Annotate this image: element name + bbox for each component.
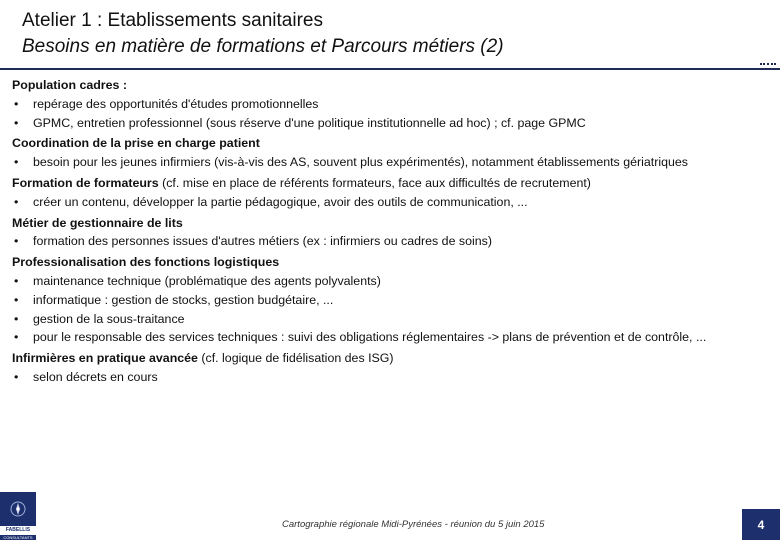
bullet-item: • créer un contenu, développer la partie pédagogique, avoir des outils de communication, ...: [12, 193, 764, 212]
bullet-item: • pour le responsable des services techniques : suivi des obligations réglementaires -> plans de prévention et de contrôle, ...: [12, 328, 764, 347]
bullet-item: • GPMC, entretien professionnel (sous réserve d'une politique institutionnelle ad hoc) ; cf. page GPMC: [12, 114, 764, 133]
section-heading-suffix: (cf. logique de fidélisation des ISG): [197, 351, 394, 366]
section-heading-suffix: (cf. mise en place de référents formateurs, face aux difficultés de recrutement): [158, 175, 591, 190]
bullet-item: • maintenance technique (problématique des agents polyvalents): [12, 272, 764, 291]
section-heading: Population cadres :: [12, 78, 127, 92]
section-population-cadres: [12, 76, 764, 132]
section-coordination: [12, 134, 764, 172]
bullet-item: • formation des personnes issues d'autres métiers (ex : infirmiers ou cadres de soins): [12, 232, 764, 251]
title-divider: [0, 68, 780, 70]
footer-caption: Cartographie régionale Midi-Pyrénées - réunion du 5 juin 2015: [282, 519, 545, 530]
bullet-item: • repérage des opportunités d'études promotionnelles: [12, 95, 764, 114]
section-gestionnaire-lits: [12, 214, 764, 252]
bullet-item: • selon décrets en cours: [12, 368, 764, 387]
section-infirmieres-pratique-avancee: [12, 349, 764, 387]
bullet-item: • informatique : gestion de stocks, gestion budgétaire, ...: [12, 291, 764, 310]
section-heading: Professionalisation des fonctions logistiques: [12, 255, 280, 270]
section-heading: Infirmières en pratique avancée: [12, 351, 198, 366]
title-main: Atelier 1 : Etablissements sanitaires: [22, 10, 323, 31]
slide-title: [22, 8, 762, 60]
bullet-item: • gestion de la sous-traitance: [12, 310, 764, 329]
logo-emblem-icon: [5, 498, 31, 520]
section-heading: Formation de formateurs: [12, 175, 159, 190]
section-heading: Coordination de la prise en charge patient: [12, 136, 260, 151]
section-logistique: [12, 253, 764, 347]
bullet-item: • besoin pour les jeunes infirmiers (vis-à-vis des AS, souvent plus expérimentés), notamment établissements gériatriques: [12, 153, 764, 172]
logo-subtext: CONSULTANTS: [3, 535, 33, 540]
logo-text: FABELLIS: [5, 527, 31, 533]
slide-body: [12, 76, 764, 389]
company-logo: [0, 492, 36, 540]
section-formation-formateurs: [12, 174, 764, 212]
page-number: 4: [742, 509, 780, 540]
divider-dots: [760, 63, 776, 69]
title-subtitle: Besoins en matière de formations et Parcours métiers (2): [22, 36, 504, 57]
section-heading: Métier de gestionnaire de lits: [12, 215, 183, 230]
